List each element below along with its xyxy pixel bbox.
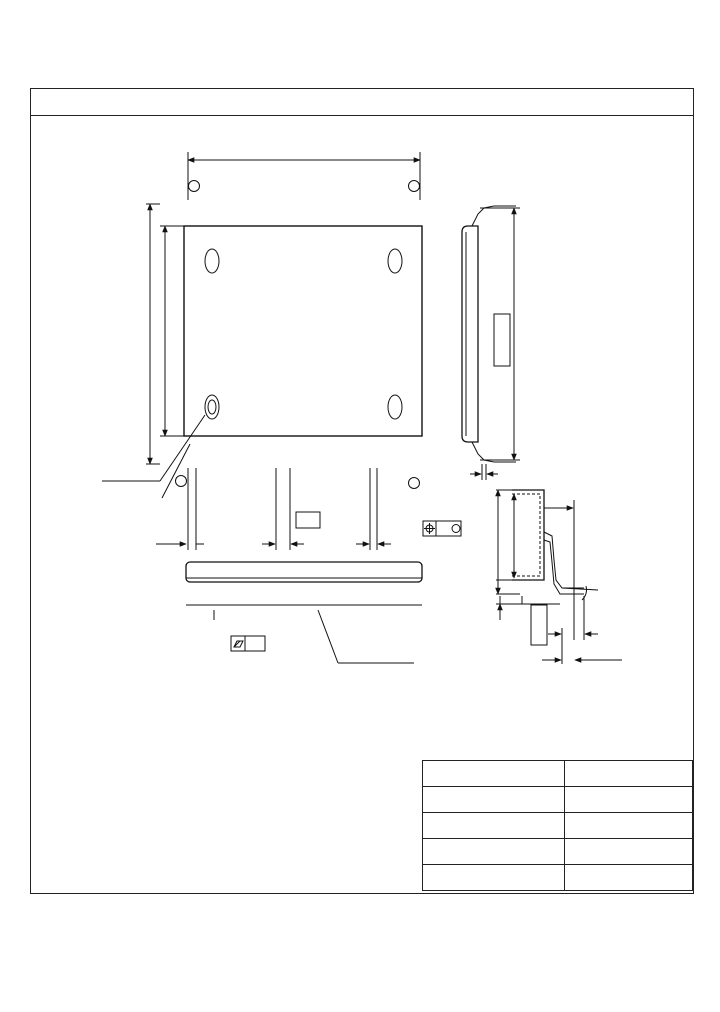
spec-row xyxy=(423,761,693,787)
mold-hole-bottom-right xyxy=(388,395,402,419)
pin-22-marker xyxy=(409,478,420,489)
mold-hole-top-left xyxy=(205,249,219,273)
spec-row xyxy=(423,787,693,813)
lead-detail-body xyxy=(512,490,544,580)
end-view-body xyxy=(462,226,478,442)
package-body xyxy=(184,226,422,436)
spec-table xyxy=(422,760,693,891)
spec-row xyxy=(423,865,693,891)
side-view-body xyxy=(186,562,422,582)
pin-1-marker xyxy=(176,476,187,487)
pin-44-marker xyxy=(189,181,200,192)
mmc-symbol-icon xyxy=(452,525,460,533)
mold-hole-top-right xyxy=(388,249,402,273)
lead-detail-lead xyxy=(544,532,584,588)
standoff-ref-box xyxy=(531,605,547,645)
index-mark-hole xyxy=(205,395,219,419)
spec-row xyxy=(423,813,693,839)
row-spacing-box xyxy=(494,314,510,366)
spec-row xyxy=(423,839,693,865)
pin-23-marker xyxy=(409,181,420,192)
end-view-lead-bottom xyxy=(472,442,516,462)
pitch-box xyxy=(296,512,320,528)
end-view-lead-top xyxy=(472,206,516,226)
index-mark-inner xyxy=(208,400,216,414)
